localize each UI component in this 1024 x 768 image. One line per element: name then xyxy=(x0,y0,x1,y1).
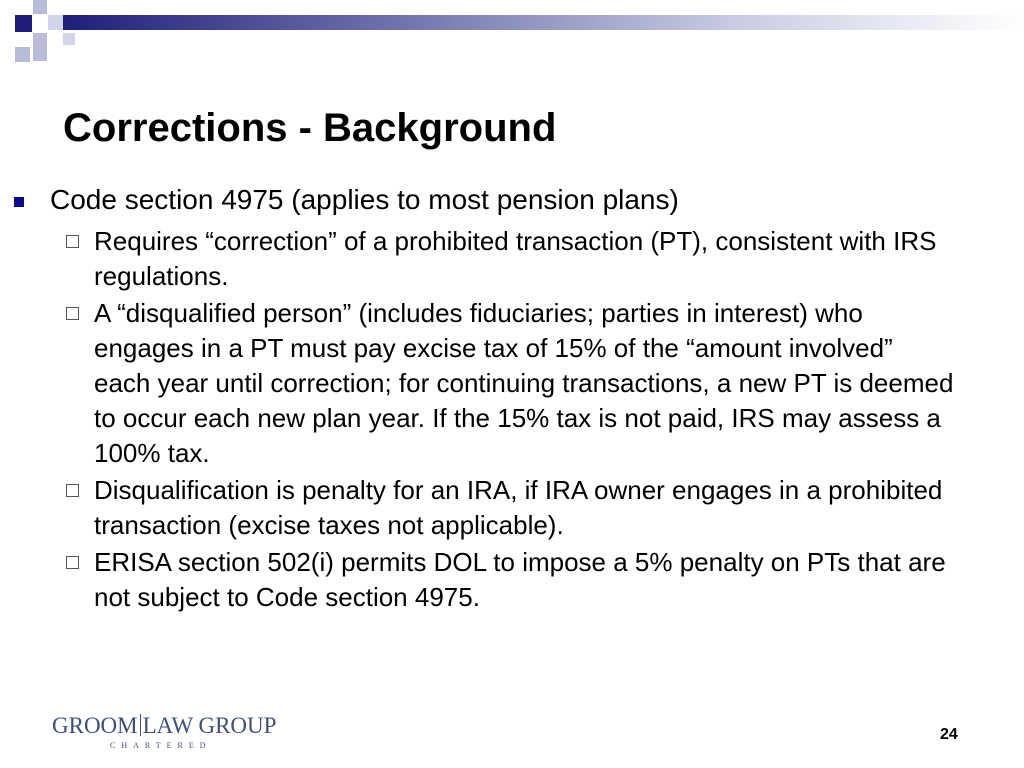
decor-square xyxy=(33,47,47,61)
sub-bullet-text: ERISA section 502(i) permits DOL to impose a 5% penalty on PTs that are not subject to Code section 4975. xyxy=(94,547,946,612)
logo-subtitle: CHARTERED xyxy=(110,741,212,750)
top-gradient-bar xyxy=(63,15,1024,30)
sub-bullet-text: A “disqualified person” (includes fiduciaries; parties in interest) who engages in a PT must pay excise tax of 15% of the “amount involved” each year until correction; for continuing transactions, a new PT is deemed to occur each new plan year. If the 15% tax is not paid, IRS may assess a 100% tax. xyxy=(94,298,954,468)
sub-bullet-item xyxy=(0,224,1000,294)
hollow-square-icon xyxy=(66,484,79,497)
sub-bullet-item xyxy=(0,473,1000,543)
decor-square xyxy=(63,33,75,45)
hollow-square-icon xyxy=(66,556,79,569)
square-bullet-icon xyxy=(14,197,24,207)
hollow-square-icon xyxy=(66,235,79,248)
decor-square xyxy=(15,47,30,62)
firm-logo xyxy=(52,713,276,750)
logo-word-groom: GROOM xyxy=(52,713,138,738)
bullet-text: Code section 4975 (applies to most pension plans) xyxy=(50,184,679,215)
sub-bullet-text: Disqualification is penalty for an IRA, if IRA owner engages in a prohibited transaction (excise taxes not applicable). xyxy=(94,475,943,540)
decor-square xyxy=(15,15,32,32)
decor-square xyxy=(33,0,47,14)
sub-bullet-item xyxy=(0,545,1000,615)
logo-divider xyxy=(140,714,141,736)
hollow-square-icon xyxy=(66,307,79,320)
logo-wordmark xyxy=(52,713,276,739)
page-number: 24 xyxy=(940,726,958,743)
sub-bullet-list xyxy=(0,224,1000,615)
logo-word-law-group: LAW GROUP xyxy=(142,713,277,738)
decor-square xyxy=(48,15,63,30)
slide-content xyxy=(0,182,1000,617)
bullet-item xyxy=(0,182,1000,218)
slide-title: Corrections - Background xyxy=(63,106,557,150)
sub-bullet-item xyxy=(0,296,1000,471)
decor-square xyxy=(33,33,47,47)
sub-bullet-text: Requires “correction” of a prohibited transaction (PT), consistent with IRS regulations. xyxy=(94,226,937,291)
